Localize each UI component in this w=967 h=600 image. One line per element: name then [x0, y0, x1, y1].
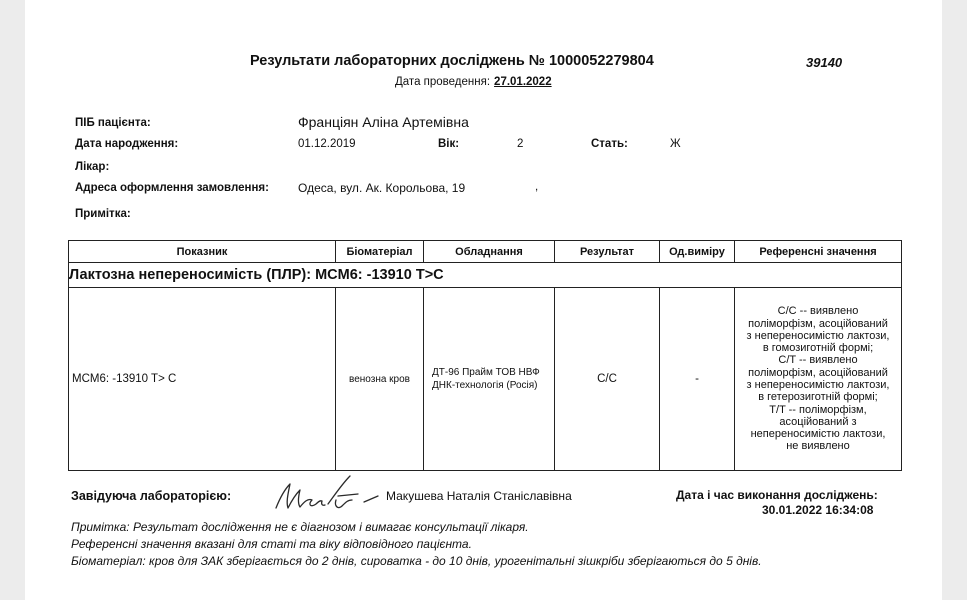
- cell-unit: -: [660, 288, 735, 471]
- test-group-title: Лактозна непереносимість (ПЛР): MCM6: -13910 T>C: [69, 263, 902, 288]
- order-code: 39140: [806, 55, 843, 70]
- header-indicator: Показник: [69, 241, 336, 263]
- results-table: [68, 240, 902, 471]
- header-equipment: Обладнання: [424, 241, 555, 263]
- address-comma: ,: [535, 181, 539, 193]
- lab-head-label: Завідуюча лабораторією:: [71, 489, 232, 503]
- footer-note-3: Біоматеріал: кров для ЗАК зберігається до 2 днів, сироватка - до 10 днів, урогенітальні зішкріби зберігаються до 5 днів.: [71, 554, 762, 568]
- birth-date-label: Дата народження:: [75, 138, 179, 150]
- address-label: Адреса оформлення замовлення:: [75, 182, 269, 194]
- header-reference: Референсні значення: [735, 241, 902, 263]
- header-biomaterial: Біоматеріал: [336, 241, 424, 263]
- test-date-line: [395, 76, 552, 88]
- header-unit: Од.виміру: [660, 241, 735, 263]
- completion-label: Дата і час виконання досліджень:: [676, 488, 878, 502]
- footer-note-1: Примітка: Результат дослідження не є діагнозом і вимагає консультації лікаря.: [71, 520, 529, 534]
- birth-date-value: 01.12.2019: [298, 138, 356, 150]
- address-value: Одеса, вул. Ак. Корольова, 19: [298, 181, 466, 195]
- signature-image: [268, 470, 383, 518]
- sex-value: Ж: [670, 138, 681, 150]
- footer-note-2: Референсні значення вказані для статі та віку відповідного пацієнта.: [71, 537, 472, 551]
- table-header-row: [69, 241, 902, 263]
- doctor-label: Лікар:: [75, 161, 110, 173]
- cell-equipment: ДТ-96 Прайм ТОВ НВФ ДНК-технологія (Росія): [424, 288, 555, 471]
- lab-head-name: Макушева Наталія Станіславівна: [386, 489, 572, 503]
- cell-result: С/С: [555, 288, 660, 471]
- patient-name-label: ПІБ пацієнта:: [75, 117, 151, 129]
- header-result: Результат: [555, 241, 660, 263]
- test-date-value: 27.01.2022: [494, 76, 552, 88]
- test-date-label: Дата проведення:: [395, 76, 491, 88]
- table-row: [69, 288, 902, 471]
- age-label: Вік:: [438, 138, 460, 150]
- note-label: Примітка:: [75, 208, 131, 220]
- completion-value: 30.01.2022 16:34:08: [762, 503, 874, 517]
- sex-label: Стать:: [591, 138, 628, 150]
- patient-name-value: Франціян Аліна Артемівна: [298, 114, 469, 130]
- test-group-row: [69, 263, 902, 288]
- cell-indicator: MCM6: -13910 T> C: [69, 288, 336, 471]
- age-value: 2: [517, 138, 524, 150]
- cell-biomaterial: венозна кров: [336, 288, 424, 471]
- document-title: Результати лабораторних досліджень № 1000052279804: [250, 53, 654, 69]
- cell-reference: C/C -- виявлено поліморфізм, асоційований з непереносимістю лактози, в гомозиготній формі; C/T -- виявлено поліморфізм, асоційований з непереносимістю лактози, в гетерозиготній формі; T/T -- поліморфізм, асоційований з непереносимістю лактози, не виявлено: [735, 288, 902, 471]
